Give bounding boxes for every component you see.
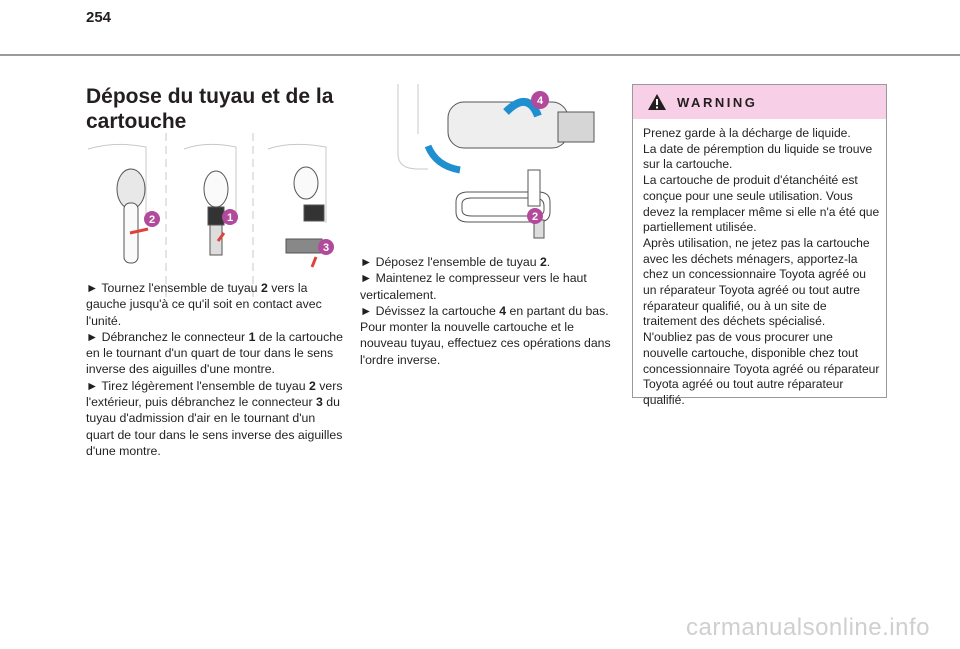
warning-paragraph: Après utilisation, ne jetez pas la cartouche avec les déchets ménagers, apportez-la chez un concessionnaire Toyota agréé ou un réparateur Toyota agréé ou tout autre réparateur qualifié, ou à un site de traitement des déchets spécialisé. xyxy=(643,235,870,329)
warning-body xyxy=(633,119,886,409)
warning-triangle-icon xyxy=(647,93,667,111)
watermark: carmanualsonline.info xyxy=(686,614,930,641)
instruction-step xyxy=(360,254,618,270)
callout-label: 3 xyxy=(322,242,330,254)
step-text: Dévissez la cartouche xyxy=(372,303,500,318)
warning-paragraph: La date de péremption du liquide se trouve sur la cartouche. xyxy=(643,141,873,172)
callout-label: 4 xyxy=(536,95,544,107)
reassembly-note: Pour monter la nouvelle cartouche et le nouveau tuyau, effectuez ces opérations dans l'ordre inverse. xyxy=(360,320,611,367)
step-marker: ► xyxy=(360,303,373,318)
instruction-step xyxy=(86,280,344,329)
step-text: Déposez l'ensemble de tuyau xyxy=(372,255,540,269)
step-text: vers la gauche jusqu'à ce qu'il soit en contact avec l'unité. xyxy=(86,281,322,328)
step-ref-number: 1 xyxy=(248,329,256,344)
callout-label: 1 xyxy=(226,212,234,224)
column1-instructions xyxy=(86,280,344,459)
callout-label: 2 xyxy=(148,214,156,226)
instruction-step xyxy=(360,270,618,303)
page-number: 254 xyxy=(86,9,112,26)
column2-instructions xyxy=(360,254,618,368)
warning-title: WARNING xyxy=(677,94,758,110)
warning-paragraph: La cartouche de produit d'étanchéité est conçue pour une seule utilisation. Vous devez la remplacer même si elle n'a été que partiellement utilisée. xyxy=(643,173,880,235)
step-text: Tournez l'ensemble de tuyau xyxy=(98,281,261,295)
step-ref-number: 4 xyxy=(499,303,507,318)
callout-label: 2 xyxy=(531,211,539,223)
step-marker: ► xyxy=(86,281,99,295)
step-text: Maintenez le compresseur vers le haut verticalement. xyxy=(360,271,587,302)
step-text: du tuyau d'admission d'air en le tournant d'un quart de tour dans le sens inverse des aiguilles d'une montre. xyxy=(86,395,343,458)
instruction-step xyxy=(360,303,618,319)
step-text: Tirez légèrement l'ensemble de tuyau xyxy=(98,378,309,393)
step-text: vers l'extérieur, puis débranchez le connecteur xyxy=(86,378,343,410)
step-marker: ► xyxy=(360,271,373,286)
step-text: Débranchez le connecteur xyxy=(98,329,249,344)
instruction-step xyxy=(86,329,344,378)
step-marker: ► xyxy=(360,255,373,269)
step-ref-number: 3 xyxy=(315,395,323,410)
cartridge-unscrew-illustration xyxy=(378,74,610,244)
step-text: en partant du bas. xyxy=(506,303,609,318)
header-divider xyxy=(0,54,960,56)
step-ref-number: 2 xyxy=(309,378,316,393)
step-ref-number: 2 xyxy=(260,281,268,295)
step-text: de la cartouche en le tournant d'un quart de tour dans le sens inverse des aiguilles d'une montre. xyxy=(86,329,343,377)
step-ref-number: 2 xyxy=(539,255,547,269)
step-text: . xyxy=(546,255,551,269)
instruction-step xyxy=(86,378,344,459)
warning-paragraph: Prenez garde à la décharge de liquide. xyxy=(643,126,851,140)
step-marker: ► xyxy=(86,329,99,344)
section-title: Dépose du tuyau et de la cartouche xyxy=(86,85,334,133)
hose-removal-illustration xyxy=(86,133,348,301)
warning-header xyxy=(633,85,886,119)
warning-box xyxy=(632,84,887,407)
warning-paragraph: N'oubliez pas de vous procurer une nouvelle cartouche, disponible chez tout concessionnaire Toyota agréé ou réparateur Toyota agréé ou tout autre réparateur qualifié. xyxy=(643,330,880,407)
step-marker: ► xyxy=(86,378,99,393)
